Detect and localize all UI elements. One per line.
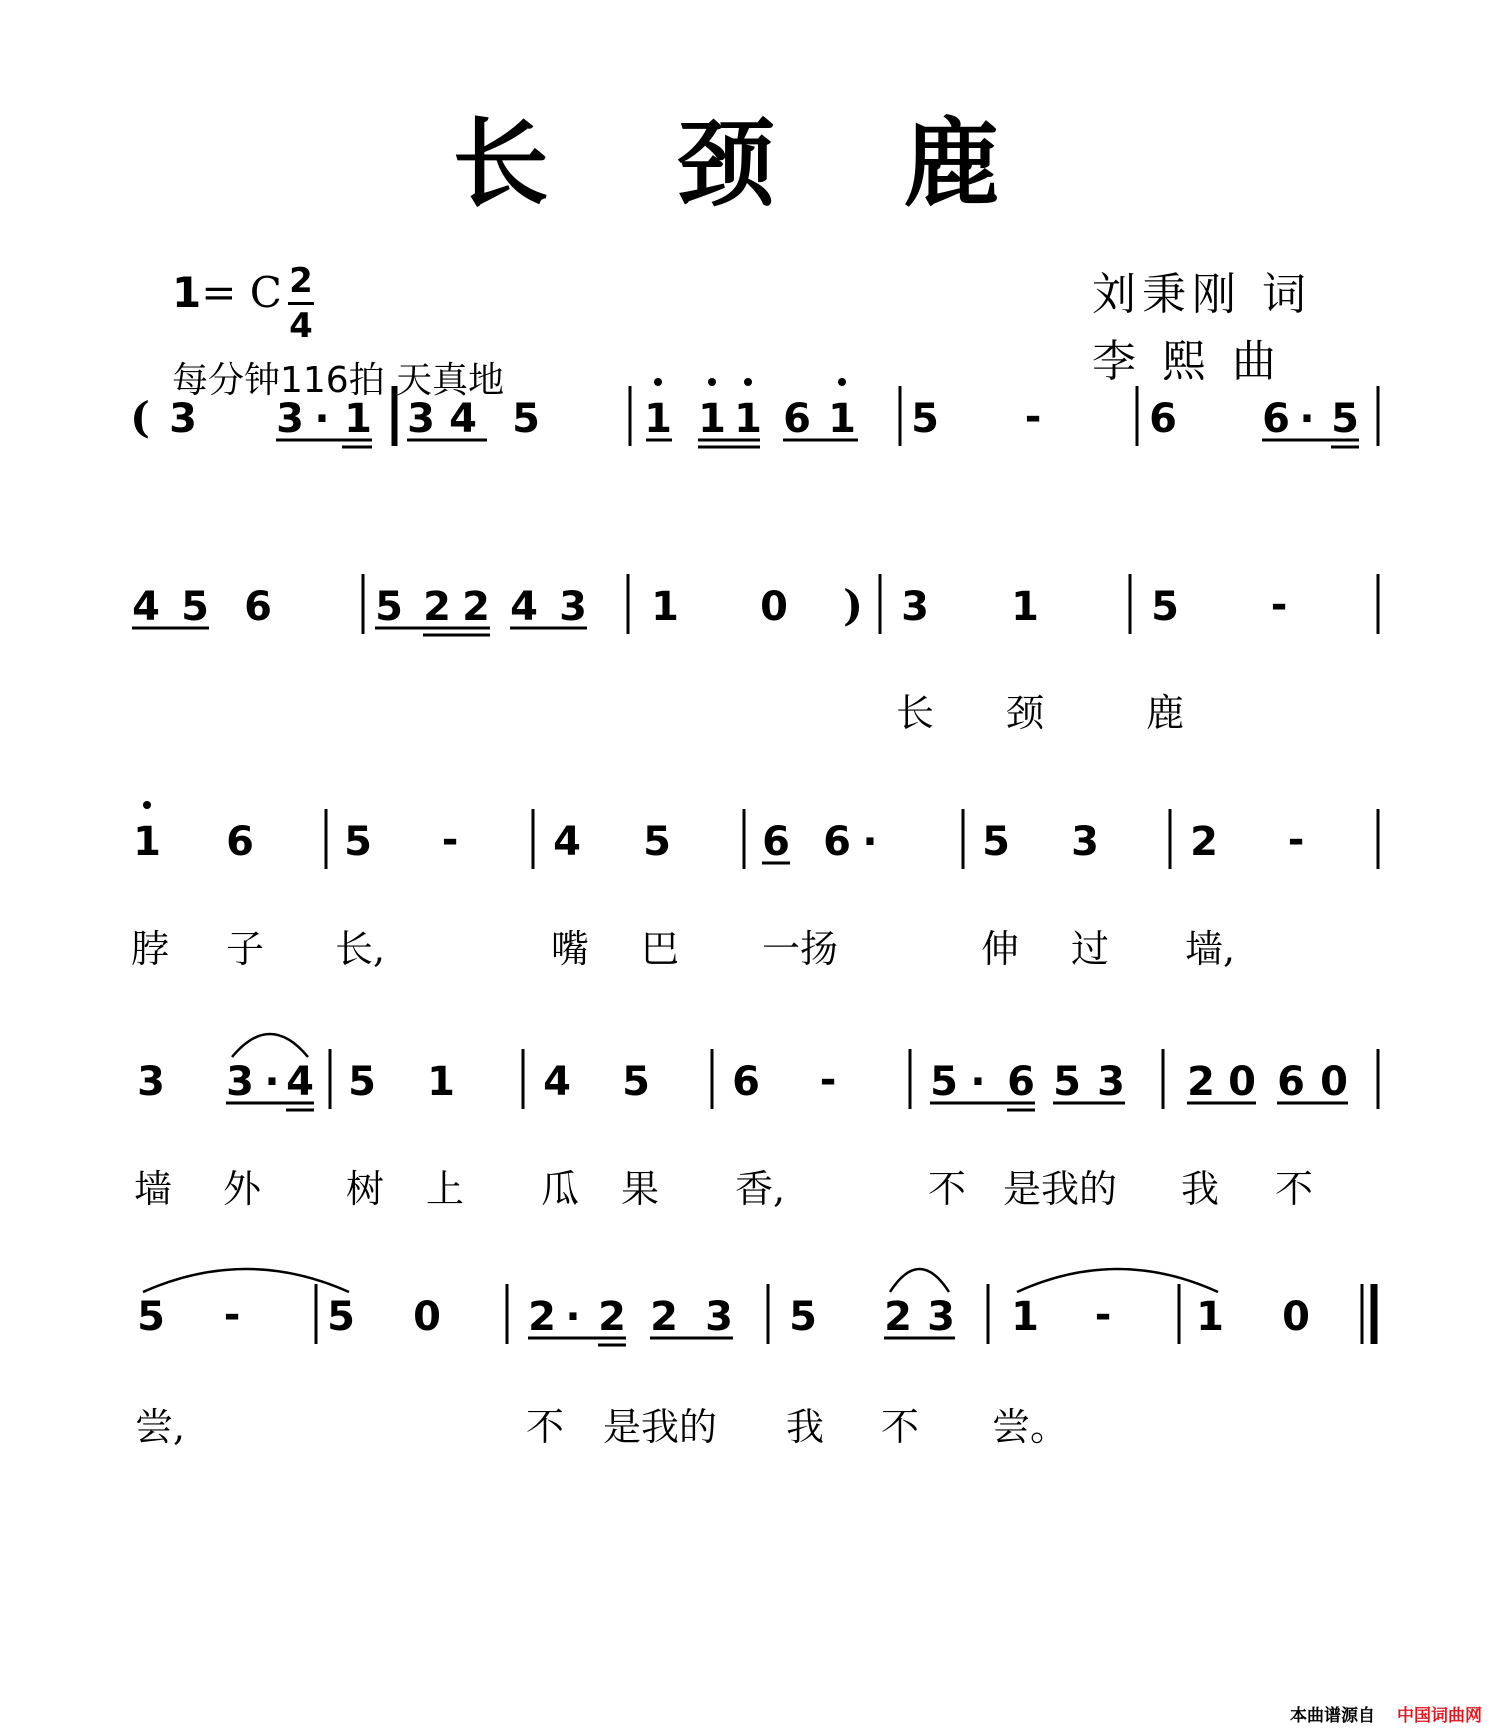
note: 5 [789, 1294, 817, 1340]
tie-slur [890, 1269, 949, 1292]
note: 0 [413, 1294, 441, 1340]
octave-dot-above [838, 378, 846, 386]
tie-slur [143, 1269, 349, 1292]
lyric-syllable: 上 [425, 1167, 465, 1211]
note: 0 [1228, 1059, 1256, 1105]
lyric-syllable: 外 [222, 1167, 262, 1211]
note: 5 [930, 1059, 958, 1105]
augmentation-dot: · [565, 1294, 581, 1340]
augmentation-dot: · [862, 819, 878, 865]
note: 2 [423, 584, 451, 630]
augmentation-dot: · [314, 396, 330, 442]
song-title: 长 颈 鹿 [452, 107, 1048, 220]
lyric-syllable: 尝。 [991, 1405, 1069, 1449]
note: 3 [1097, 1059, 1125, 1105]
note: 4 [553, 819, 581, 865]
note: 6 [1262, 396, 1290, 442]
note: 3 [927, 1294, 955, 1340]
key-label: = C [201, 268, 282, 317]
note: 5 [1151, 584, 1179, 630]
note: 6 [823, 819, 851, 865]
tie-slur [1017, 1269, 1218, 1292]
lyric-syllable: 瓜 [540, 1167, 580, 1211]
lyric-syllable: 鹿 [1145, 691, 1185, 735]
lyric-syllable: 一扬 [761, 927, 839, 971]
lyric-syllable: 不 [880, 1405, 920, 1449]
lyric-syllable: 是我的 [1002, 1167, 1118, 1211]
watermark-source-label: 本曲谱源自 [1290, 1706, 1375, 1726]
note: 2 [528, 1294, 556, 1340]
note: 3 [276, 396, 304, 442]
note: 3 [559, 584, 587, 630]
note: 1 [133, 819, 161, 865]
lyric-syllable: 墙, [1184, 927, 1236, 971]
tempo-marking: 每分钟116拍 天真地 [172, 360, 505, 401]
note: 6 [226, 819, 254, 865]
lyric-syllable: 嘴 [550, 927, 590, 971]
lyric-syllable: 颈 [1005, 691, 1045, 735]
octave-dot-above [654, 378, 662, 386]
augmentation-dot: · [970, 1059, 986, 1105]
sustain-dash: - [1094, 1292, 1112, 1338]
octave-dot-above [143, 801, 151, 809]
note: 4 [449, 396, 477, 442]
time-numerator: 2 [289, 261, 313, 301]
octave-dot-above [744, 378, 752, 386]
note: 1 [1196, 1294, 1224, 1340]
lyric-syllable: 我 [785, 1405, 825, 1449]
note: 6 [732, 1059, 760, 1105]
lyric-syllable: 墙 [133, 1167, 173, 1211]
tie-slur [232, 1034, 308, 1057]
note: 0 [760, 584, 788, 630]
note: 3 [1071, 819, 1099, 865]
note: 2 [650, 1294, 678, 1340]
note: 1 [1011, 584, 1039, 630]
key-tonic: 1 [172, 268, 202, 317]
octave-dot-above [708, 378, 716, 386]
time-denominator: 4 [289, 306, 313, 346]
note: 5 [348, 1059, 376, 1105]
watermark-site-name: 中国词曲网 [1397, 1706, 1482, 1726]
note: 6 [783, 396, 811, 442]
lyric-syllable: 果 [620, 1167, 660, 1211]
lyric-syllable: 过 [1070, 927, 1110, 971]
augmentation-dot: · [264, 1059, 280, 1105]
lyric-syllable: 我 [1180, 1167, 1220, 1211]
lyric-syllable: 脖 [130, 927, 170, 971]
note: 6 [1277, 1059, 1305, 1105]
note: 6 [1149, 396, 1177, 442]
note: 6 [1007, 1059, 1035, 1105]
note: 3 [137, 1059, 165, 1105]
note: 3 [901, 584, 929, 630]
note: 1 [344, 396, 372, 442]
sustain-dash: - [1024, 394, 1042, 440]
note: 1 [698, 396, 726, 442]
note: 1 [644, 396, 672, 442]
sustain-dash: - [819, 1057, 837, 1103]
note: 5 [137, 1294, 165, 1340]
note: 5 [181, 584, 209, 630]
parenthesis: ( [130, 393, 150, 442]
lyric-syllable: 尝, [134, 1405, 186, 1449]
note: 2 [1190, 819, 1218, 865]
sustain-dash: - [223, 1292, 241, 1338]
note: 5 [375, 584, 403, 630]
note: 5 [622, 1059, 650, 1105]
source-watermark [1290, 1701, 1482, 1726]
note: 2 [1187, 1059, 1215, 1105]
note: 3 [226, 1059, 254, 1105]
sustain-dash: - [441, 817, 459, 863]
parenthesis: ) [843, 581, 863, 630]
augmentation-dot: · [1299, 396, 1315, 442]
sustain-dash: - [1287, 817, 1305, 863]
note: 3 [407, 396, 435, 442]
note: 1 [1011, 1294, 1039, 1340]
note: 0 [1320, 1059, 1348, 1105]
note: 6 [244, 584, 272, 630]
note: 5 [982, 819, 1010, 865]
note: 5 [643, 819, 671, 865]
lyric-syllable: 不 [1274, 1167, 1314, 1211]
lyric-syllable: 树 [345, 1167, 385, 1211]
lyric-syllable: 不 [525, 1405, 565, 1449]
note: 3 [169, 396, 197, 442]
note: 2 [598, 1294, 626, 1340]
sustain-dash: - [1270, 582, 1288, 628]
composer-credit: 李 熙 曲 [1092, 336, 1282, 387]
note: 1 [651, 584, 679, 630]
lyric-syllable: 是我的 [602, 1405, 718, 1449]
lyric-syllable: 巴 [640, 927, 680, 971]
note: 0 [1282, 1294, 1310, 1340]
note: 4 [286, 1059, 314, 1105]
lyric-syllable: 伸 [980, 927, 1020, 971]
lyric-syllable: 不 [927, 1167, 967, 1211]
note: 4 [543, 1059, 571, 1105]
note: 5 [327, 1294, 355, 1340]
note: 5 [911, 396, 939, 442]
note: 5 [512, 396, 540, 442]
note: 1 [427, 1059, 455, 1105]
note: 5 [344, 819, 372, 865]
note: 2 [884, 1294, 912, 1340]
lyric-syllable: 子 [225, 927, 265, 971]
lyric-syllable: 香, [734, 1167, 786, 1211]
note: 4 [132, 584, 160, 630]
note: 5 [1053, 1059, 1081, 1105]
note: 1 [828, 396, 856, 442]
note: 5 [1331, 396, 1359, 442]
lyricist-credit: 刘秉刚 词 [1092, 269, 1312, 320]
lyric-syllable: 长, [334, 927, 386, 971]
lyric-syllable: 长 [895, 691, 935, 735]
note: 2 [462, 584, 490, 630]
note: 3 [705, 1294, 733, 1340]
note: 6 [762, 819, 790, 865]
note: 4 [510, 584, 538, 630]
note: 1 [734, 396, 762, 442]
